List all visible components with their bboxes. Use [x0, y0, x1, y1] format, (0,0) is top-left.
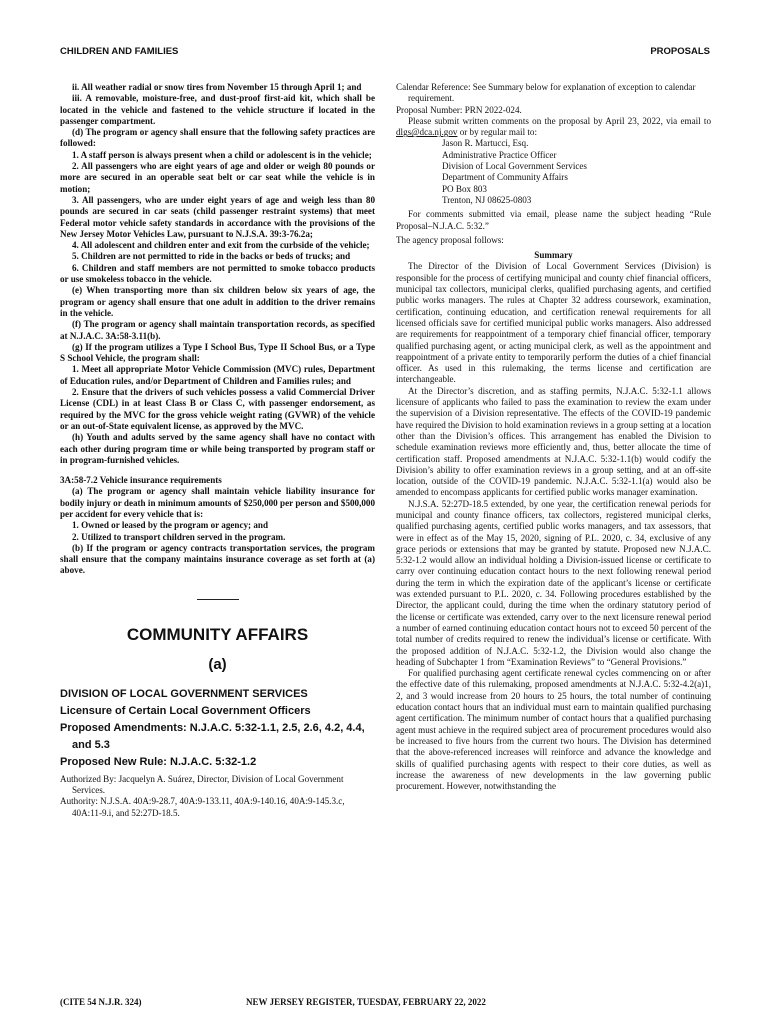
email-comments-note: For comments submitted via email, please name the subject heading “Rule Proposal–N.J.A.C. 5:32.”	[396, 209, 711, 231]
section-heading: 3A:58-7.2 Vehicle insurance requirements	[60, 475, 222, 486]
paragraph: (h) Youth and adults served by the same agency shall have no contact with each other during program time or while being transported by program staff or in program-furnished vehicles.	[60, 432, 375, 465]
section-divider	[197, 599, 239, 600]
paragraph: For qualified purchasing agent certificate renewal cycles commencing on or after the effective date of this rulemaking, proposed amendments at N.J.A.C. 5:32-4.2(a)1, 2, and 3 would increase from 20 hours to 25 hours, the total number of continuing education contact hours that an individual must earn to maintain qualified purchasing agent certification. The minimum number of contact hours that a qualified purchasing agent must achieve in the required subject area of procurement procedures would also be increased to five hours from the current two hours. The Division has determined that the above-referenced increases will reinforce and advance the knowledge and skills of qualified purchasing agents with respect to their core duties, as well as increase the awareness of new developments in the law governing public procurement. However, notwithstanding the	[396, 668, 711, 792]
address-line: Jason R. Martucci, Esq.	[442, 138, 529, 149]
summary-heading: Summary	[534, 250, 573, 261]
proposal-number: Proposal Number: PRN 2022-024.	[396, 104, 522, 115]
issue-date: NEW JERSEY REGISTER, TUESDAY, FEBRUARY 22, 2022	[246, 997, 486, 1007]
email-link[interactable]: dlgs@dca.nj.gov	[396, 127, 458, 138]
paragraph: (d) The program or agency shall ensure that the following safety practices are followed:	[60, 127, 375, 149]
paragraph: (a) The program or agency shall maintain vehicle liability insurance for bodily injury or death in minimum amounts of $250,000 per person and $500,000 per accident for every vehicle that is:	[60, 486, 375, 519]
proposed-new-rule: Proposed New Rule: N.J.A.C. 5:32-1.2	[60, 755, 257, 768]
paragraph: 2. Ensure that the drivers of such vehicles possess a valid Commercial Driver License (CDL) in at least Class B or Class C, with passenger endorsement, as required by the MVC for the gross vehicle weight rating (GVWR) of the vehicle or an out-of-State equivalent license, as approved by the MVC.	[60, 387, 375, 431]
address-line: Division of Local Government Services	[442, 161, 587, 172]
calendar-reference: Calendar Reference: See Summary below for explanation of exception to calendar requirement.	[396, 82, 696, 104]
submission-text-end: or by regular mail to:	[457, 127, 537, 138]
header-category-label: PROPOSALS	[650, 46, 710, 57]
paragraph: The Director of the Division of Local Government Services (Division) is responsible for the process of certifying municipal and county chief financial officers, municipal tax collectors, municipal clerks, qualified purchasing agents, and certified public works managers. The rules at Chapter 32 address coursework, examination, certification, continuing education, and certification renewal requirements for all licensed officials save for certified municipal public works managers. Also addressed are requirements for reappointment of a temporary chief financial officer, temporary qualified purchasing agent, or acting municipal clerk, as well as the appointment and reappointment of a private entity to temporarily perform the duties of a chief financial officer. As used in this rulemaking, the terms license and certification are interchangeable.	[396, 261, 711, 385]
paragraph: (f) The program or agency shall maintain transportation records, as specified at N.J.A.C. 3A:58-3.11(b).	[60, 319, 375, 341]
header-section-label: CHILDREN AND FAMILIES	[60, 46, 179, 57]
paragraph: At the Director’s discretion, and as staffing permits, N.J.A.C. 5:32-1.1 allows licensure of applicants who failed to pass the examination to review the exam under the supervision of a Division representative. The effects of the COVID-19 pandemic have required the Division to hold examination reviews in a group setting at a location other than the Division’s offices. This arrangement has enabled the Division to schedule examination reviews more efficiently and, thus, better allocate the time of certification staff. Proposed amendments at N.J.A.C. 5:32-1.1(b) would codify the Division’s ability to offer examination reviews in a group setting, and at an off-site location, outside of the COVID-19 pandemic. N.J.A.C. 5:32-1.1(a) would also be amended to encompass applicants for certified public works manager examination.	[396, 385, 711, 498]
paragraph: 3. All passengers, who are under eight years of age and weigh less than 80 pounds are secured in car seats (child passenger restraint systems) that meet Federal motor vehicle safety standards in accordance with the provisions of the New Jersey Motor Vehicles Law, pursuant to N.J.S.A. 39:3-76.2a;	[60, 194, 375, 239]
left-column	[60, 82, 375, 819]
paragraph: (e) When transporting more than six children below six years of age, the program or agency shall ensure that one adult in addition to the driver remains in the vehicle.	[60, 285, 375, 318]
authority: Authority: N.J.S.A. 40A:9-28.7, 40A:9-133.11, 40A:9-140.16, 40A:9-145.3.c, 40A:11-9.i, and 52:27D-18.5.	[60, 796, 345, 818]
submission-text: Please submit written comments on the proposal by April 23, 2022, via email to	[408, 115, 711, 126]
paragraph: 1. A staff person is always present when a child or adolescent is in the vehicle;	[72, 149, 372, 160]
paragraph: 1. Meet all appropriate Motor Vehicle Commission (MVC) rules, Department of Education rules, and/or Department of Children and Families rules; and	[60, 364, 375, 386]
paragraph: 6. Children and staff members are not permitted to smoke tobacco products or use smokeless tobacco in the vehicle.	[60, 262, 375, 285]
paragraph: (g) If the program utilizes a Type I School Bus, Type II School Bus, or a Type S School Vehicle, the program shall:	[60, 341, 375, 364]
proposed-amendments: Proposed Amendments: N.J.A.C. 5:32-1.1, 2.5, 2.6, 4.2, 4.4, and 5.3	[60, 721, 365, 751]
agency-title: COMMUNITY AFFAIRS	[126, 624, 309, 644]
address-line: Trenton, NJ 08625-0803	[442, 194, 532, 205]
paragraph: N.J.S.A. 52:27D-18.5 extended, by one year, the certification renewal periods for municipal and county finance officers, tax collectors, registered municipal clerks, qualified purchasing agents, certified public works managers, and tax assessors, that were in effect as of the May 15, 2020, signing of P.L. 2020, c. 34, exclusive of any grace periods or extensions that may be granted by statute. Proposed new N.J.A.C. 5:32-1.2 would allow an individual holding a Division-issued license or certificate to carry over continuing education contact hours to the next following renewal period during the term in which the expiration date of the applicant’s license or certificate was extended pursuant to P.L. 2020, c. 34. Following procedures established by the Director, the applicant could, during the time when the ordinary statutory period of the license or certificate was extended, carry over to the next licensure renewal period a number of earned continuing education contact hours not to exceed 50 percent of the total number of credits required to renew the individual’s license or certificate. With the proposed addition of N.J.A.C. 5:32-1.2, the Division would also change the heading of Subchapter 1 from “Examination Reviews” to “General Provisions.”	[396, 498, 711, 667]
division-heading: DIVISION OF LOCAL GOVERNMENT SERVICES	[60, 687, 308, 700]
paragraph: 2. All passengers who are eight years of age and older or weigh 80 pounds or more are secured in an operable seat belt or car seat while the vehicle is in motion;	[60, 161, 375, 194]
address-line: Administrative Practice Officer	[442, 149, 557, 160]
paragraph: 5. Children are not permitted to ride in the backs or beds of trucks; and	[72, 251, 351, 262]
paragraph: iii. A removable, moisture-free, and dust-proof first-aid kit, which shall be located in the vehicle and fastened to the vehicle structure if located in the passenger compartment.	[60, 93, 375, 126]
agency-proposal-follows: The agency proposal follows:	[396, 234, 504, 245]
agency-subheading: (a)	[208, 655, 227, 673]
paragraph: 2. Utilized to transport children served in the program.	[72, 531, 286, 542]
paragraph: 1. Owned or leased by the program or agency; and	[72, 520, 269, 531]
paragraph: 4. All adolescent and children enter and exit from the curbside of the vehicle;	[72, 240, 370, 251]
paragraph: ii. All weather radial or snow tires from November 15 through April 1; and	[72, 82, 362, 92]
authorized-by: Authorized By: Jacquelyn A. Suárez, Director, Division of Local Government Services.	[60, 773, 344, 796]
paragraph: (b) If the program or agency contracts transportation services, the program shall ensure that the company maintains insurance coverage as set forth at (a) above.	[60, 542, 375, 576]
rule-title: Licensure of Certain Local Government Officers	[60, 704, 311, 717]
citation: (CITE 54 N.J.R. 324)	[60, 997, 142, 1007]
running-header	[60, 46, 710, 57]
address-line: Department of Community Affairs	[442, 172, 568, 183]
submission-instructions	[396, 116, 711, 139]
right-column	[396, 82, 711, 792]
address-line: PO Box 803	[442, 183, 487, 194]
